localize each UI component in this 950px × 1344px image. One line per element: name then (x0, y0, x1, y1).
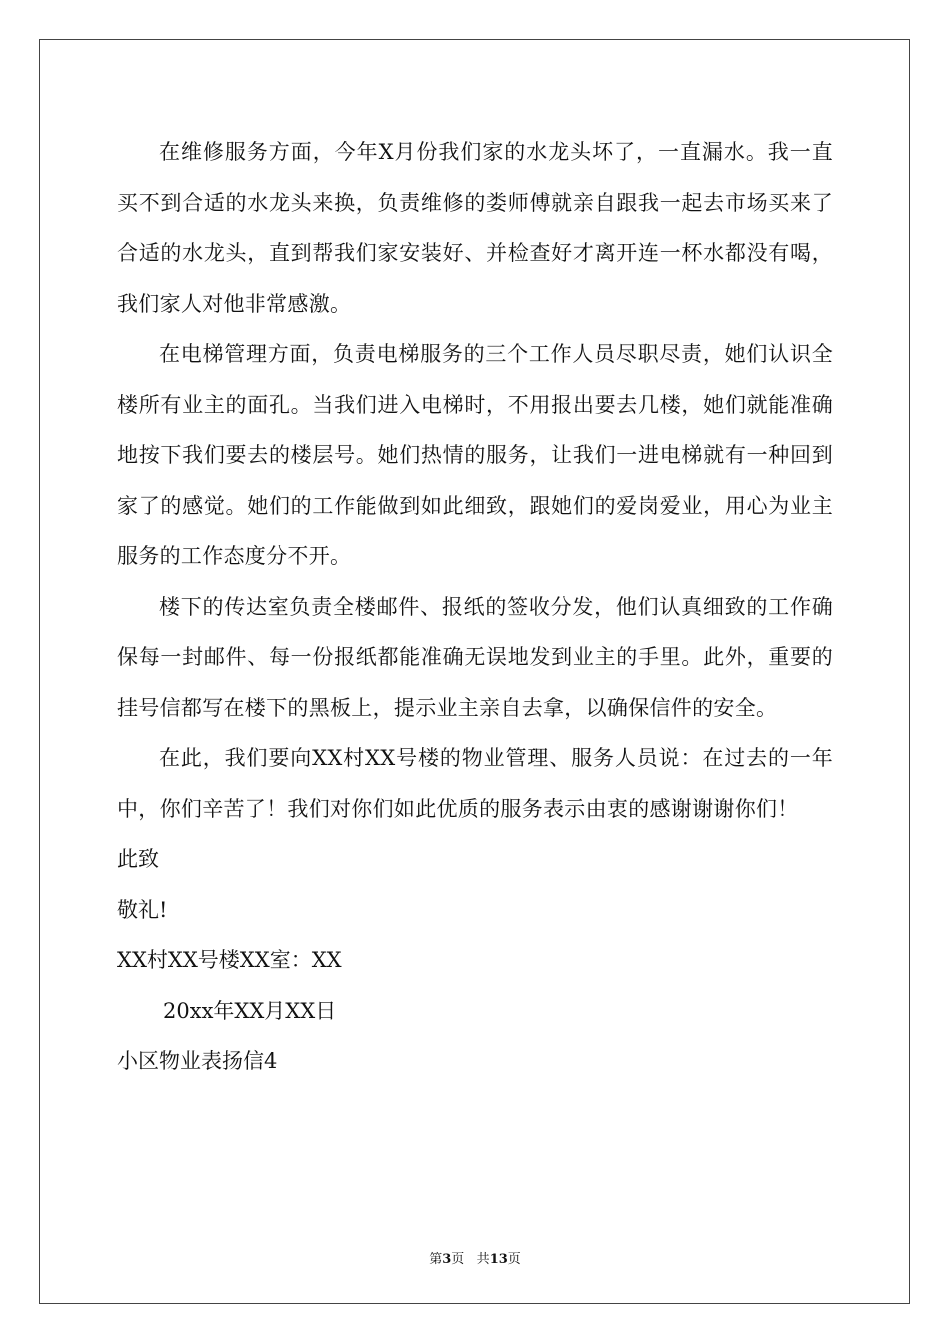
paragraph-maintenance: 在维修服务方面，今年X月份我们家的水龙头坏了，一直漏水。我一直买不到合适的水龙头来换，负责维修的娄师傅就亲自跟我一起去市场买来了合适的水龙头，直到帮我们家安装好、并检查好才离开连一杯水都没有喝，我们家人对他非常感激。 (117, 140, 833, 316)
total-pages: 13 (489, 1252, 508, 1267)
signature: XX村XX号楼XX室：XX (117, 948, 342, 972)
paragraph-elevator: 在电梯管理方面，负责电梯服务的三个工作人员尽职尽责，她们认识全楼所有业主的面孔。当我们进入电梯时，不用报出要去几楼，她们就能准确地按下我们要去的楼层号。她们热情的服务，让我们一进电梯就有一种回到家了的感觉。她们的工作能做到如此细致，跟她们的爱岗爱业，用心为业主服务的工作态度分不开。 (117, 342, 833, 568)
total-prefix: 共 (476, 1252, 490, 1267)
paragraph-thanks: 在此，我们要向XX村XX号楼的物业管理、服务人员说：在过去的一年中，你们辛苦了！我们对你们如此优质的服务表示由衷的感谢谢谢你们！ (117, 746, 833, 821)
closing-respect: 敬礼! (117, 897, 168, 922)
page-prefix: 第 (429, 1252, 443, 1267)
page-suffix: 页 (451, 1252, 465, 1267)
page-footer (0, 1248, 950, 1267)
letter-date: 20xx年XX月XX日 (163, 998, 337, 1023)
page-number: 3 (442, 1252, 452, 1267)
next-letter-title: 小区物业表扬信4 (117, 1049, 278, 1073)
paragraph-mailroom: 楼下的传达室负责全楼邮件、报纸的签收分发，他们认真细致的工作确保每一封邮件、每一份报纸都能准确无误地发到业主的手里。此外，重要的挂号信都写在楼下的黑板上，提示业主亲自去拿，以确保信件的安全。 (117, 594, 833, 720)
closing-salutation: 此致 (117, 847, 159, 871)
letter-body (117, 127, 833, 1087)
total-suffix: 页 (507, 1252, 521, 1267)
